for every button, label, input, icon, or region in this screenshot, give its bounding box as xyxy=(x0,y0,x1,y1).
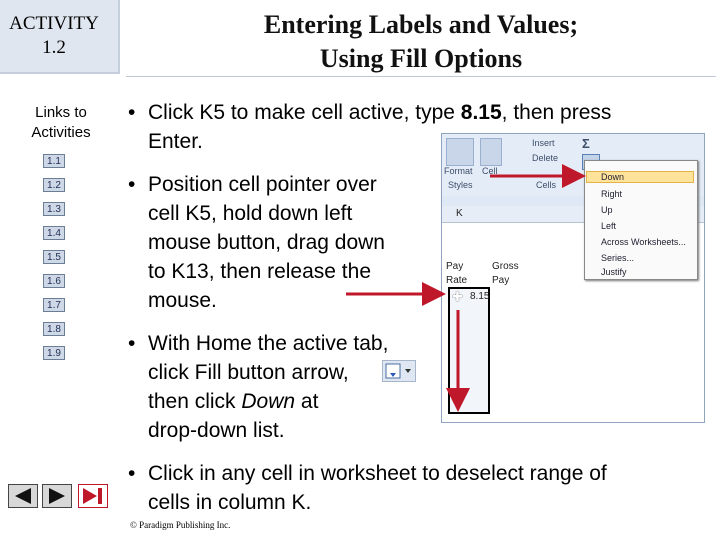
bullet-3-line1: With Home the active tab, xyxy=(148,332,389,355)
menu-item-series[interactable]: Series... xyxy=(601,253,635,263)
menu-item-across-worksheets[interactable]: Across Worksheets... xyxy=(601,237,686,247)
bullet-dot: • xyxy=(128,332,136,355)
bullet-1-line2: Enter. xyxy=(148,130,203,153)
link-1-3[interactable]: 1.3 xyxy=(43,202,65,216)
bullet-1-value: 8.15 xyxy=(460,101,502,124)
link-1-8[interactable]: 1.8 xyxy=(43,322,65,336)
link-1-4[interactable]: 1.4 xyxy=(43,226,65,240)
bullet-4-line2: cells in column K. xyxy=(148,491,312,514)
link-1-7[interactable]: 1.7 xyxy=(43,298,65,312)
cell-pay[interactable]: Pay xyxy=(446,261,464,272)
activity-number: 1.2 xyxy=(42,37,66,58)
link-1-1[interactable]: 1.1 xyxy=(43,154,65,168)
cell-label: Cell xyxy=(482,166,498,176)
menu-item-up[interactable]: Up xyxy=(601,205,613,215)
bullet-2-line3: mouse button, drag down xyxy=(148,231,385,254)
bullet-2-line5: mouse. xyxy=(148,289,217,312)
menu-item-down[interactable]: Down xyxy=(601,172,625,182)
bullet-4-line1: Click in any cell in worksheet to deselect range of xyxy=(148,462,607,485)
cells-group-label: Cells xyxy=(536,180,557,190)
activity-label: ACTIVITY xyxy=(9,13,99,34)
links-heading-line2: Activities xyxy=(31,124,91,141)
bullet-dot: • xyxy=(128,173,136,196)
menu-item-justify[interactable]: Justify xyxy=(601,267,627,277)
cell-gross[interactable]: Gross xyxy=(492,261,519,272)
bullet-dot: • xyxy=(128,101,136,124)
link-1-2[interactable]: 1.2 xyxy=(43,178,65,192)
bullet-1-text-b: , then press xyxy=(501,101,612,124)
link-1-9[interactable]: 1.9 xyxy=(43,346,65,360)
menu-item-left[interactable]: Left xyxy=(601,221,617,231)
bullet-2-line1: Position cell pointer over xyxy=(148,173,377,196)
title-line-1: Entering Labels and Values; xyxy=(263,10,579,39)
bullet-3-text-a: then click xyxy=(148,390,242,413)
bullet-2-line4: to K13, then release the xyxy=(148,260,371,283)
insert-button[interactable]: Insert xyxy=(532,138,555,148)
bullet-3-line2: click Fill button arrow, xyxy=(148,361,349,384)
menu-item-right[interactable]: Right xyxy=(601,189,623,199)
sigma-icon[interactable]: Σ xyxy=(582,136,590,151)
copyright-footer: © Paradigm Publishing Inc. xyxy=(130,520,231,530)
bullet-3-down: Down xyxy=(241,390,296,413)
delete-button[interactable]: Delete xyxy=(532,153,559,163)
cell-pointer-icon: ✚ xyxy=(452,289,463,304)
styles-group-label: Styles xyxy=(448,180,473,190)
links-heading-line1: Links to xyxy=(35,104,87,121)
bullet-3-text-b: at xyxy=(295,390,319,413)
bullet-dot: • xyxy=(128,462,136,485)
cell-pay-2[interactable]: Pay xyxy=(492,275,510,286)
bullet-3-line4: drop-down list. xyxy=(148,419,285,442)
link-1-6[interactable]: 1.6 xyxy=(43,274,65,288)
cell-k5-value[interactable]: 8.15 xyxy=(470,291,490,302)
cell-rate[interactable]: Rate xyxy=(446,275,468,286)
bullet-1-text-a: Click K5 to make cell active, type xyxy=(148,101,461,124)
bullet-2-line2: cell K5, hold down left xyxy=(148,202,353,225)
format-label: Format xyxy=(444,166,473,176)
link-1-5[interactable]: 1.5 xyxy=(43,250,65,264)
title-line-2: Using Fill Options xyxy=(319,44,523,73)
column-k-header[interactable]: K xyxy=(456,208,463,219)
